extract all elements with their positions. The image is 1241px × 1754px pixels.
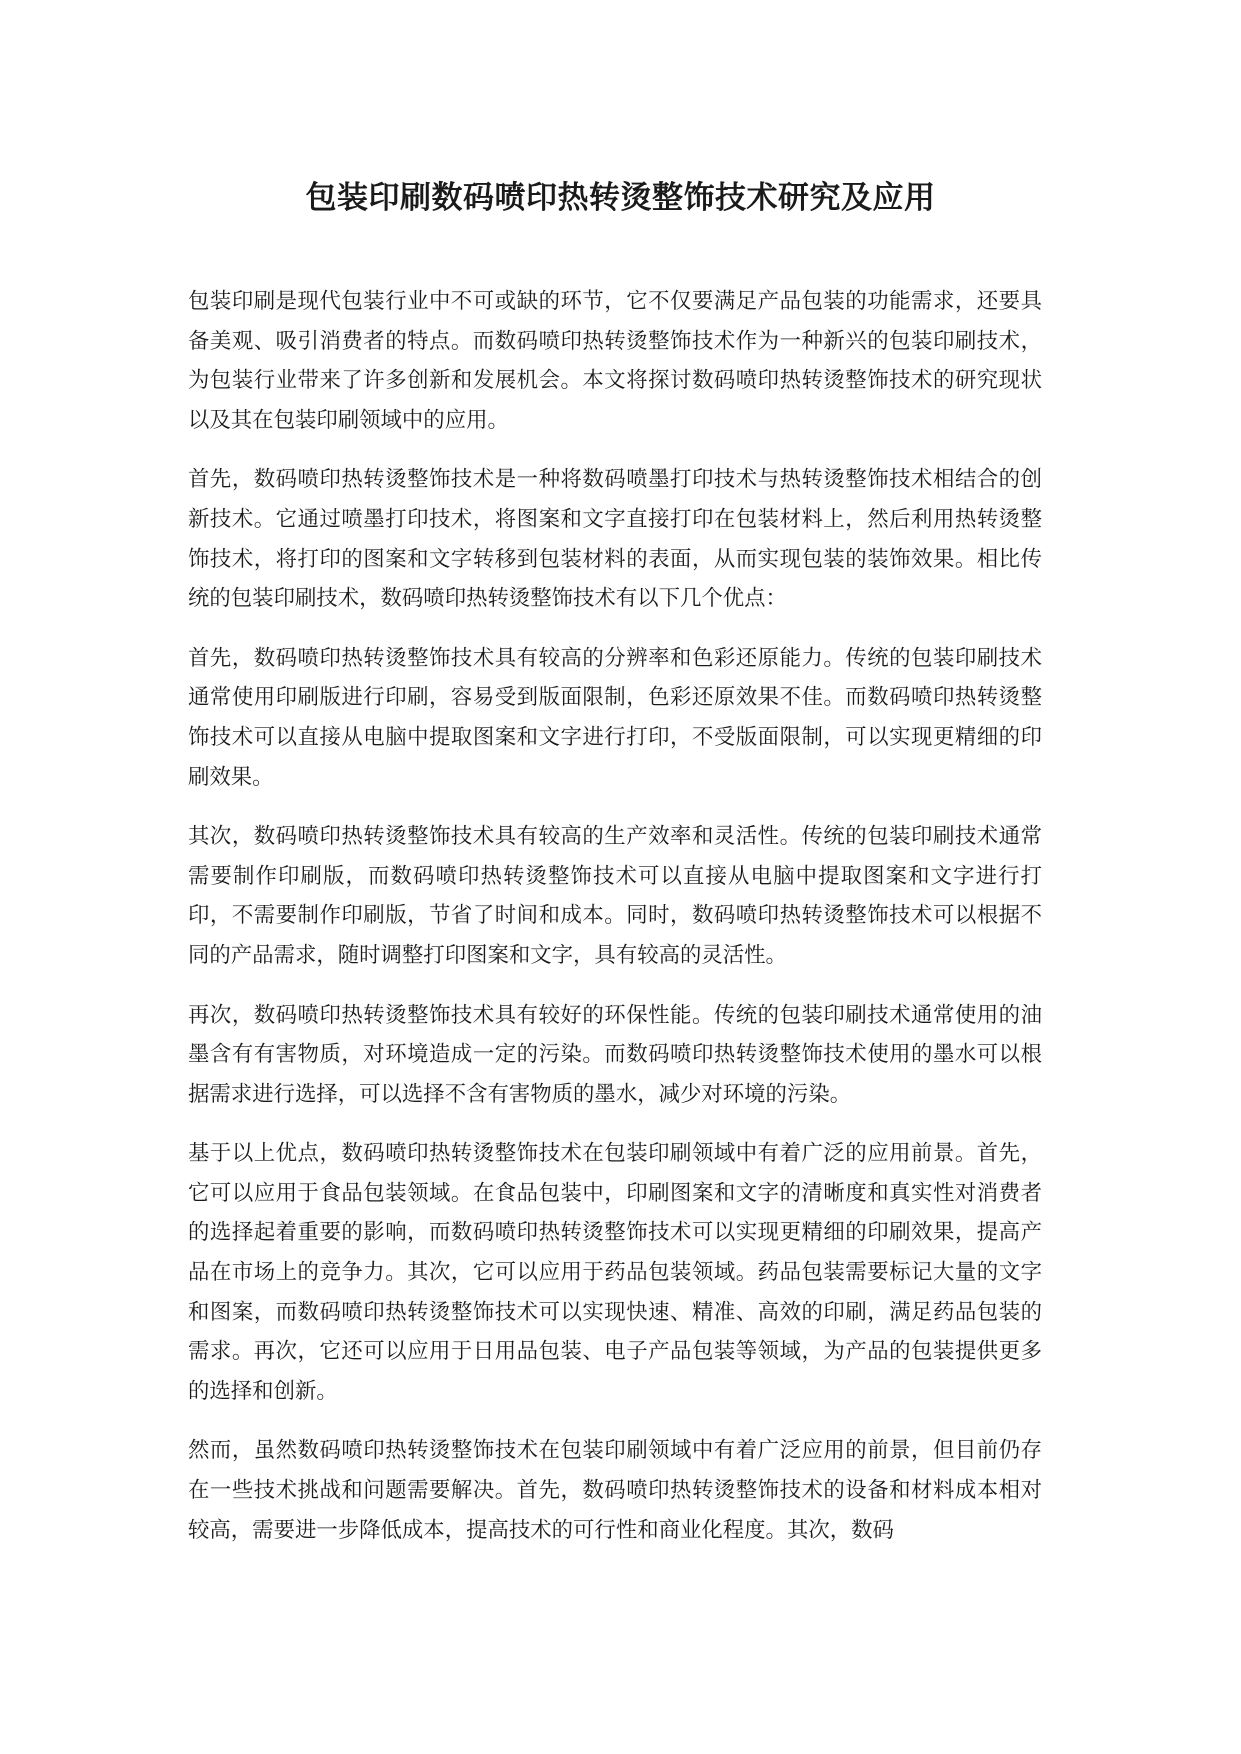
paragraph-advantage-environment: 再次，数码喷印热转烫整饰技术具有较好的环保性能。传统的包装印刷技术通常使用的油墨含有有害物质，对环境造成一定的污染。而数码喷印热转烫整饰技术使用的墨水可以根据需求进行选择，可以选择不含有害物质的墨水，减少对环境的污染。 [188,1002,1042,1107]
paragraph-advantage-efficiency: 其次，数码喷印热转烫整饰技术具有较高的生产效率和灵活性。传统的包装印刷技术通常需要制作印刷版，而数码喷印热转烫整饰技术可以直接从电脑中提取图案和文字进行打印，不需要制作印刷版，节省了时间和成本。同时，数码喷印热转烫整饰技术可以根据不同的产品需求，随时调整打印图案和文字，具有较高的灵活性。 [188,824,1042,968]
paragraph-definition: 首先，数码喷印热转烫整饰技术是一种将数码喷墨打印技术与热转烫整饰技术相结合的创新技术。它通过喷墨打印技术，将图案和文字直接打印在包装材料上，然后利用热转烫整饰技术，将打印的图案和文字转移到包装材料的表面，从而实现包装的装饰效果。相比传统的包装印刷技术，数码喷印热转烫整饰技术有以下几个优点： [188,467,1042,612]
paragraph-advantage-resolution: 首先，数码喷印热转烫整饰技术具有较高的分辨率和色彩还原能力。传统的包装印刷技术通常使用印刷版进行印刷，容易受到版面限制，色彩还原效果不佳。而数码喷印热转烫整饰技术可以直接从电脑中提取图案和文字进行打印，不受版面限制，可以实现更精细的印刷效果。 [188,645,1042,790]
paragraph-intro: 包装印刷是现代包装行业中不可或缺的环节，它不仅要满足产品包装的功能需求，还要具备美观、吸引消费者的特点。而数码喷印热转烫整饰技术作为一种新兴的包装印刷技术，为包装行业带来了许多创新和发展机会。本文将探讨数码喷印热转烫整饰技术的研究现状以及其在包装印刷领域中的应用。 [188,289,1042,433]
document-body [188,282,1042,1570]
paragraph-challenges: 然而，虽然数码喷印热转烫整饰技术在包装印刷领域中有着广泛应用的前景，但目前仍存在一些技术挑战和问题需要解决。首先，数码喷印热转烫整饰技术的设备和材料成本相对较高，需要进一步降低成本，提高技术的可行性和商业化程度。其次，数码 [188,1438,1042,1543]
paragraph-applications: 基于以上优点，数码喷印热转烫整饰技术在包装印刷领域中有着广泛的应用前景。首先，它可以应用于食品包装领域。在食品包装中，印刷图案和文字的清晰度和真实性对消费者的选择起着重要的影响，而数码喷印热转烫整饰技术可以实现更精细的印刷效果，提高产品在市场上的竞争力。其次，它可以应用于药品包装领域。药品包装需要标记大量的文字和图案，而数码喷印热转烫整饰技术可以实现快速、精准、高效的印刷，满足药品包装的需求。再次，它还可以应用于日用品包装、电子产品包装等领域，为产品的包装提供更多的选择和创新。 [188,1141,1042,1404]
document-title: 包装印刷数码喷印热转烫整饰技术研究及应用 [305,180,936,216]
